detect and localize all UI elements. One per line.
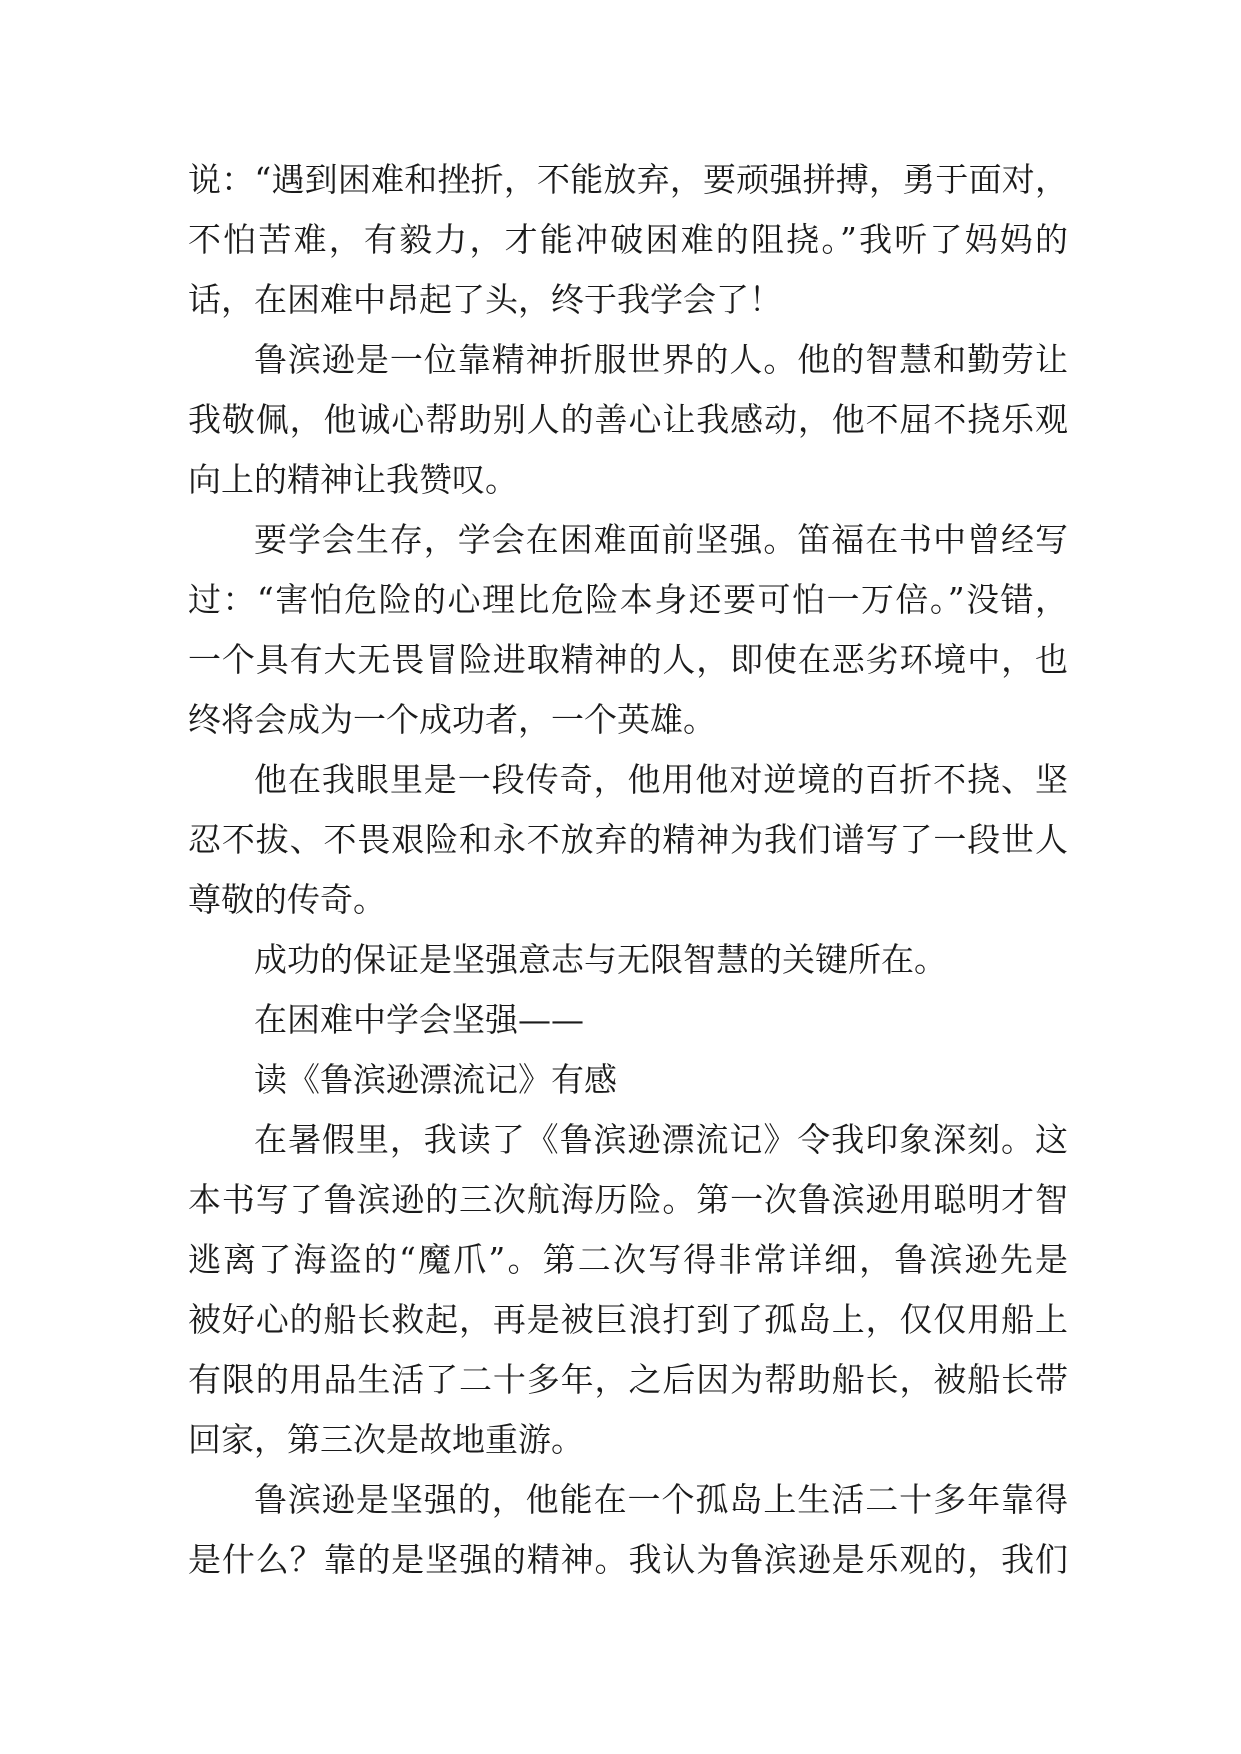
text-line: 终将会成为一个成功者，一个英雄。 — [188, 700, 716, 739]
text-line: 本书写了鲁滨逊的三次航海历险。第一次鲁滨逊用聪明才智 — [188, 1180, 1068, 1219]
text-line: 话，在困难中昂起了头，终于我学会了！ — [188, 280, 782, 319]
text-line: 不怕苦难，有毅力，才能冲破困难的阻挠。”我听了妈妈的 — [188, 220, 1068, 259]
text-line: 一个具有大无畏冒险进取精神的人，即使在恶劣环境中，也 — [188, 640, 1068, 679]
paragraph-first-line: 他在我眼里是一段传奇，他用他对逆境的百折不挠、坚 — [254, 760, 1068, 799]
text-line: 逃离了海盗的“魔爪”。第二次写得非常详细，鲁滨逊先是 — [188, 1240, 1068, 1279]
text-line: 忍不拔、不畏艰险和永不放弃的精神为我们谱写了一段世人 — [188, 820, 1068, 859]
text-line: 是什么？靠的是坚强的精神。我认为鲁滨逊是乐观的，我们 — [188, 1540, 1068, 1579]
text-line: 我敬佩，他诚心帮助别人的善心让我感动，他不屈不挠乐观 — [188, 400, 1068, 439]
essay-body — [188, 160, 1068, 1600]
paragraph-first-line: 鲁滨逊是坚强的，他能在一个孤岛上生活二十多年靠得 — [254, 1480, 1068, 1519]
paragraph-first-line: 在暑假里，我读了《鲁滨逊漂流记》令我印象深刻。这 — [254, 1120, 1068, 1159]
paragraph-first-line: 要学会生存，学会在困难面前坚强。笛福在书中曾经写 — [254, 520, 1068, 559]
text-line: 有限的用品生活了二十多年，之后因为帮助船长，被船长带 — [188, 1360, 1068, 1399]
text-line: 被好心的船长救起，再是被巨浪打到了孤岛上，仅仅用船上 — [188, 1300, 1068, 1339]
text-line: 过：“害怕危险的心理比危险本身还要可怕一万倍。”没错， — [188, 580, 1068, 619]
paragraph-first-line: 成功的保证是坚强意志与无限智慧的关键所在。 — [254, 940, 947, 979]
paragraph-first-line: 鲁滨逊是一位靠精神折服世界的人。他的智慧和勤劳让 — [254, 340, 1068, 379]
essay-title-line: 在困难中学会坚强—— — [254, 1000, 584, 1039]
essay-subtitle-line: 读《鲁滨逊漂流记》有感 — [254, 1060, 617, 1099]
text-line: 向上的精神让我赞叹。 — [188, 460, 518, 499]
text-line: 说：“遇到困难和挫折，不能放弃，要顽强拼搏，勇于面对， — [188, 160, 1068, 199]
text-line: 尊敬的传奇。 — [188, 880, 386, 919]
text-line: 回家，第三次是故地重游。 — [188, 1420, 584, 1459]
